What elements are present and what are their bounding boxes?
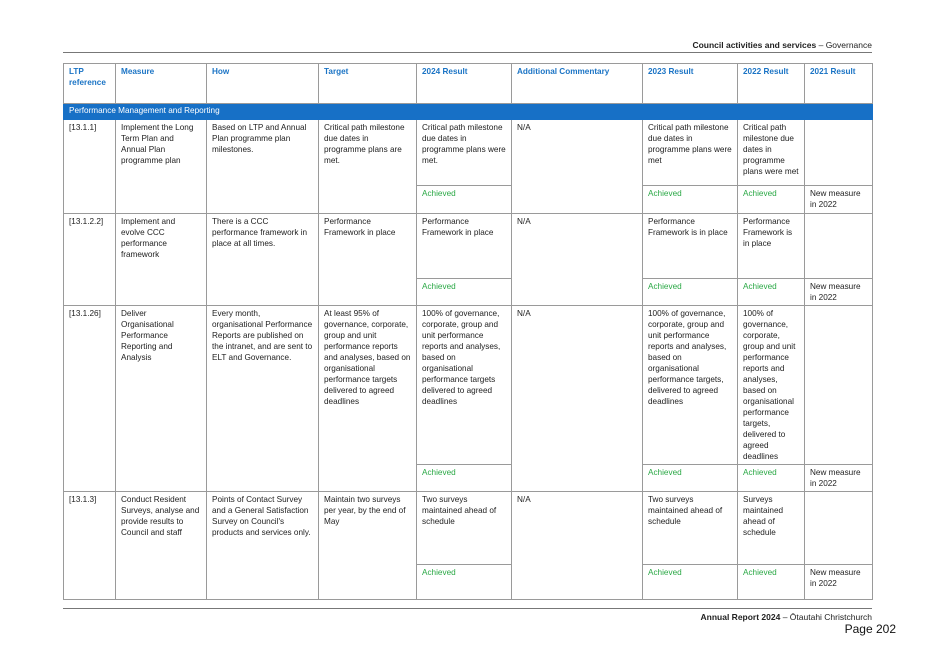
header-sep: – [816,40,826,50]
status-2021: New measure in 2022 [805,565,873,600]
cell-2022-result: 100% of governance, corporate, group and unit performance reports and analyses, based on organisational performance targets, delivered to agreed deadlines [738,306,805,465]
col-target: Target [319,64,417,104]
cell-ref: [13.1.26] [64,306,116,492]
status-2024: Achieved [417,565,512,600]
cell-how: Based on LTP and Annual Plan programme plan milestones. [207,120,319,214]
col-additional-commentary: Additional Commentary [512,64,643,104]
table-row [64,306,873,465]
running-footer [701,612,872,622]
page-number: Page 202 [844,622,896,636]
col-2022-result: 2022 Result [738,64,805,104]
table-row [64,492,873,565]
cell-2023-result: Critical path milestone due dates in programme plans were met [643,120,738,186]
col-2024-result: 2024 Result [417,64,512,104]
header-row [64,64,873,104]
col-ltp-reference: LTP reference [64,64,116,104]
col-2023-result: 2023 Result [643,64,738,104]
status-2022: Achieved [738,279,805,306]
cell-target: Performance Framework in place [319,214,417,306]
cell-how: There is a CCC performance framework in place at all times. [207,214,319,306]
cell-how: Points of Contact Survey and a General Satisfaction Survey on Council's products and services only. [207,492,319,600]
status-2022: Achieved [738,465,805,492]
col-measure: Measure [116,64,207,104]
status-2024: Achieved [417,465,512,492]
cell-2022-result: Critical path milestone due dates in programme plans were met [738,120,805,186]
header-section: Council activities and services [692,40,817,50]
cell-measure: Conduct Resident Surveys, analyse and provide results to Council and staff [116,492,207,600]
cell-commentary: N/A [512,120,643,214]
status-2024: Achieved [417,279,512,306]
cell-commentary: N/A [512,214,643,306]
cell-ref: [13.1.2.2] [64,214,116,306]
cell-2024-result: Two surveys maintained ahead of schedule [417,492,512,565]
status-2022: Achieved [738,186,805,214]
table-row [64,120,873,186]
status-2023: Achieved [643,465,738,492]
col-how: How [207,64,319,104]
header-subsection: Governance [825,40,872,50]
footer-title: Annual Report 2024 [700,612,781,622]
footer-rule [63,608,872,609]
table-row [64,214,873,279]
cell-commentary: N/A [512,306,643,492]
cell-2022-result: Surveys maintained ahead of schedule [738,492,805,565]
cell-target: Critical path milestone due dates in programme plans are met. [319,120,417,214]
cell-measure: Implement and evolve CCC performance framework [116,214,207,306]
cell-2021-result [805,306,873,465]
header-rule [63,52,872,53]
status-2022: Achieved [738,565,805,600]
status-2021: New measure in 2022 [805,279,873,306]
status-2023: Achieved [643,186,738,214]
performance-table [63,63,873,600]
status-2024: Achieved [417,186,512,214]
status-2023: Achieved [643,565,738,600]
section-title: Performance Management and Reporting [64,104,873,120]
cell-2022-result: Performance Framework is in place [738,214,805,279]
status-2023: Achieved [643,279,738,306]
running-header [692,40,872,50]
cell-2024-result: Critical path milestone due dates in programme plans were met. [417,120,512,186]
cell-2024-result: 100% of governance, corporate, group and unit performance reports and analyses, based on organisational performance targets delivered to agreed deadlines [417,306,512,465]
cell-target: Maintain two surveys per year, by the end of May [319,492,417,600]
cell-2023-result: 100% of governance, corporate, group and unit performance reports and analyses, based on organisational performance targets, delivered to agreed deadlines [643,306,738,465]
cell-how: Every month, organisational Performance Reports are published on the intranet, and are sent to ELT and Governance. [207,306,319,492]
status-2021: New measure in 2022 [805,186,873,214]
status-2021: New measure in 2022 [805,465,873,492]
cell-2023-result: Two surveys maintained ahead of schedule [643,492,738,565]
footer-sep: – [780,612,790,622]
cell-2021-result [805,214,873,279]
cell-2024-result: Performance Framework in place [417,214,512,279]
footer-place: Ōtautahi Christchurch [789,612,872,622]
col-2021-result: 2021 Result [805,64,873,104]
cell-2023-result: Performance Framework is in place [643,214,738,279]
cell-measure: Implement the Long Term Plan and Annual Plan programme plan [116,120,207,214]
cell-ref: [13.1.3] [64,492,116,600]
cell-2021-result [805,120,873,186]
cell-measure: Deliver Organisational Performance Reporting and Analysis [116,306,207,492]
cell-target: At least 95% of governance, corporate, group and unit performance reports and analyses, based on organisational performance targets delivered to agreed deadlines [319,306,417,492]
section-row [64,104,873,120]
cell-ref: [13.1.1] [64,120,116,214]
cell-commentary: N/A [512,492,643,600]
cell-2021-result [805,492,873,565]
